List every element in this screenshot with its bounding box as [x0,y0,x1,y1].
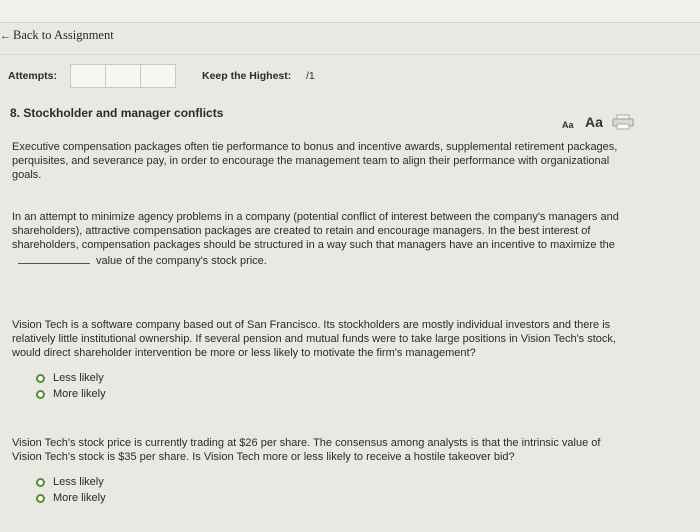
top-bar [0,0,700,23]
agency-paragraph-tail: value of the company's stock price. [96,254,267,267]
radio-icon[interactable] [36,478,45,487]
keep-highest-value: /1 [306,70,315,82]
attempts-indicator [70,64,175,88]
agency-paragraph-text: In an attempt to minimize agency problems in a company (potential conflict of interest between the company's managers and shareholders), attractive compensation packages are created to retain and encourage managers. In the best interest of shareholders, compensation packages should be structured in a way such that managers have an incentive to maximize the [12,211,619,252]
radio-icon[interactable] [36,390,45,399]
option-label: Less likely [53,476,104,488]
back-to-assignment-link[interactable] [0,28,114,43]
attempts-row [8,64,688,90]
font-size-small-button[interactable]: Aa [562,120,574,130]
answer-dropdown-blank[interactable] [18,253,90,264]
radio-icon[interactable] [36,374,45,383]
back-link-label: Back to Assignment [13,28,114,42]
intro-paragraph: Executive compensation packages often tie performance to bonus and incentive awards, supplemental retirement packages, perquisites, and severance pay, in order to encourage the management team to align their performance with organizational goals. [12,141,618,182]
q4-option-less-likely[interactable] [36,476,104,488]
attempt-box [105,64,141,88]
attempt-box [70,64,106,88]
font-size-large-button[interactable]: Aa [585,114,603,130]
header-divider [0,54,700,55]
keep-highest-label: Keep the Highest: [202,70,292,82]
back-arrow-icon: ← [0,30,11,42]
attempts-label: Attempts: [8,70,57,82]
radio-icon[interactable] [36,494,45,503]
q4-option-more-likely[interactable] [36,492,106,504]
print-icon[interactable] [612,114,634,130]
vision-tech-ownership-paragraph: Vision Tech is a software company based out of San Francisco. Its stockholders are mostly individual investors and there is relatively little institutional ownership. If several pension and mutual funds were to take large positions in Vision Tech's stock, would direct shareholder intervention be more or less likely to motivate the firm's management? [12,319,616,360]
q3-option-less-likely[interactable] [36,372,104,384]
agency-paragraph [12,210,622,268]
vision-tech-takeover-paragraph: Vision Tech's stock price is currently trading at $26 per share. The consensus among analysts is that the intrinsic value of Vision Tech's stock is $35 per share. Is Vision Tech more or less likely to receive a hostile takeover bid? [12,437,601,464]
option-label: More likely [53,388,106,400]
option-label: Less likely [53,372,104,384]
question-title: 8. Stockholder and manager conflicts [10,106,224,120]
attempt-box [140,64,176,88]
q3-option-more-likely[interactable] [36,388,106,400]
option-label: More likely [53,492,106,504]
